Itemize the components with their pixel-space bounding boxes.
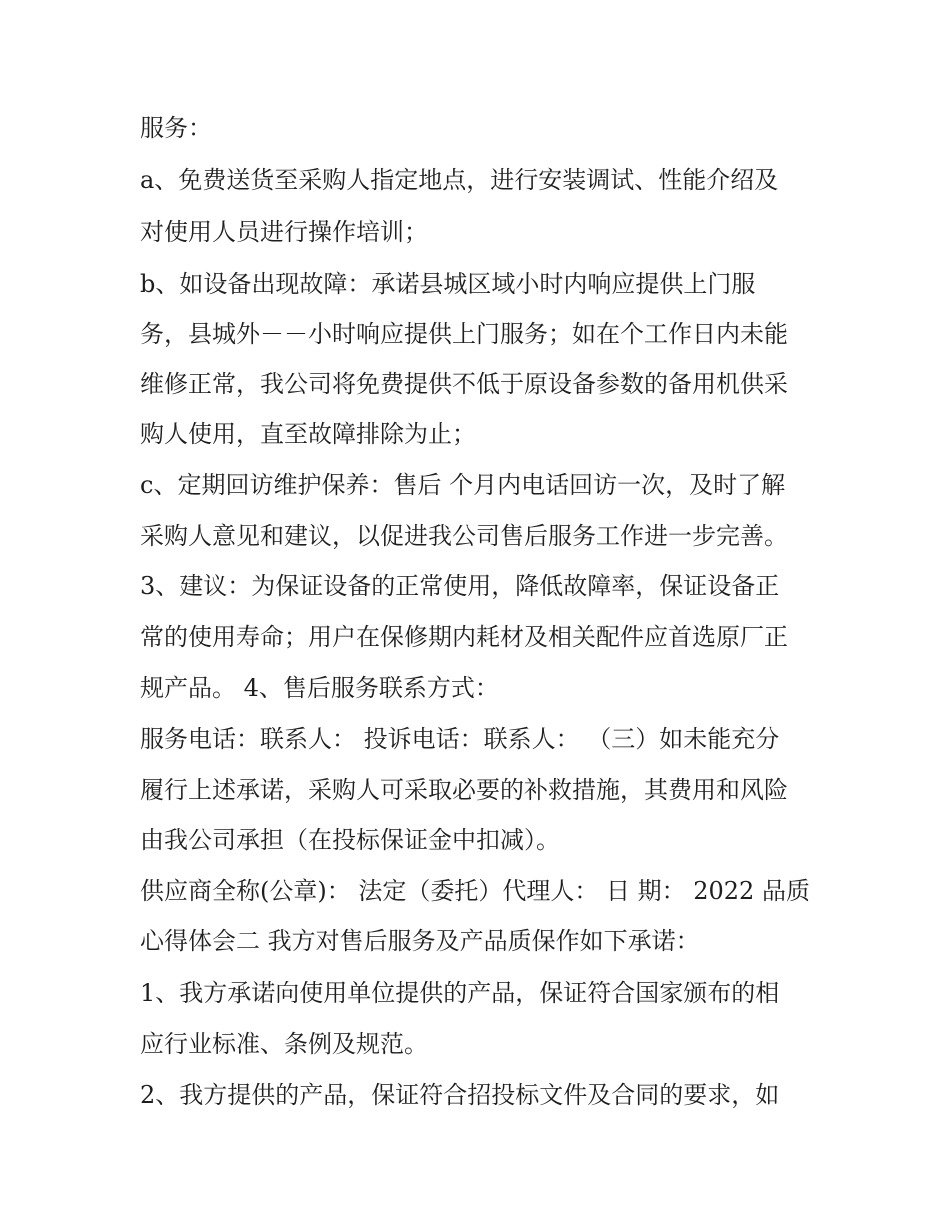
text-line: 心得体会二 我方对售后服务及产品质保作如下承诺： bbox=[140, 927, 700, 955]
text-line: 维修正常，我公司将免费提供不低于原设备参数的备用机供采 bbox=[140, 370, 788, 398]
text-line: 服务： bbox=[140, 114, 212, 142]
text-line: b、如设备出现故障：承诺县城区域小时内响应提供上门服 bbox=[140, 270, 756, 298]
text-line: 3、建议：为保证设备的正常使用，降低故障率，保证设备正 bbox=[140, 572, 780, 600]
text-line: 2、我方提供的产品，保证符合招投标文件及合同的要求，如 bbox=[140, 1081, 780, 1109]
text-line: 由我公司承担（在投标保证金中扣减）。 bbox=[140, 826, 560, 854]
text-line: 购人使用，直至故障排除为止； bbox=[140, 420, 476, 448]
text-line: 供应商全称(公章)： 法定（委托）代理人： 日 期： 2022 品质 bbox=[140, 877, 810, 905]
text-line: 务，县城外－－小时响应提供上门服务；如在个工作日内未能 bbox=[140, 320, 788, 348]
text-line: 采购人意见和建议，以促进我公司售后服务工作进一步完善。 bbox=[140, 522, 788, 550]
text-line: 常的使用寿命；用户在保修期内耗材及相关配件应首选原厂正 bbox=[140, 623, 788, 651]
text-line: 应行业标准、条例及规范。 bbox=[140, 1030, 428, 1058]
text-line: 履行上述承诺，采购人可采取必要的补救措施，其费用和风险 bbox=[140, 776, 788, 804]
text-line: c、定期回访维护保养：售后 个月内电话回访一次，及时了解 bbox=[140, 471, 786, 499]
text-line: 规产品。 4、售后服务联系方式： bbox=[140, 674, 499, 702]
text-line: 对使用人员进行操作培训； bbox=[140, 218, 428, 246]
text-line: 服务电话：联系人： 投诉电话：联系人： （三）如未能充分 bbox=[140, 725, 780, 753]
text-line: a、免费送货至采购人指定地点，进行安装调试、性能介绍及 bbox=[140, 166, 779, 194]
text-line: 1、我方承诺向使用单位提供的产品，保证符合国家颁布的相 bbox=[140, 979, 780, 1007]
